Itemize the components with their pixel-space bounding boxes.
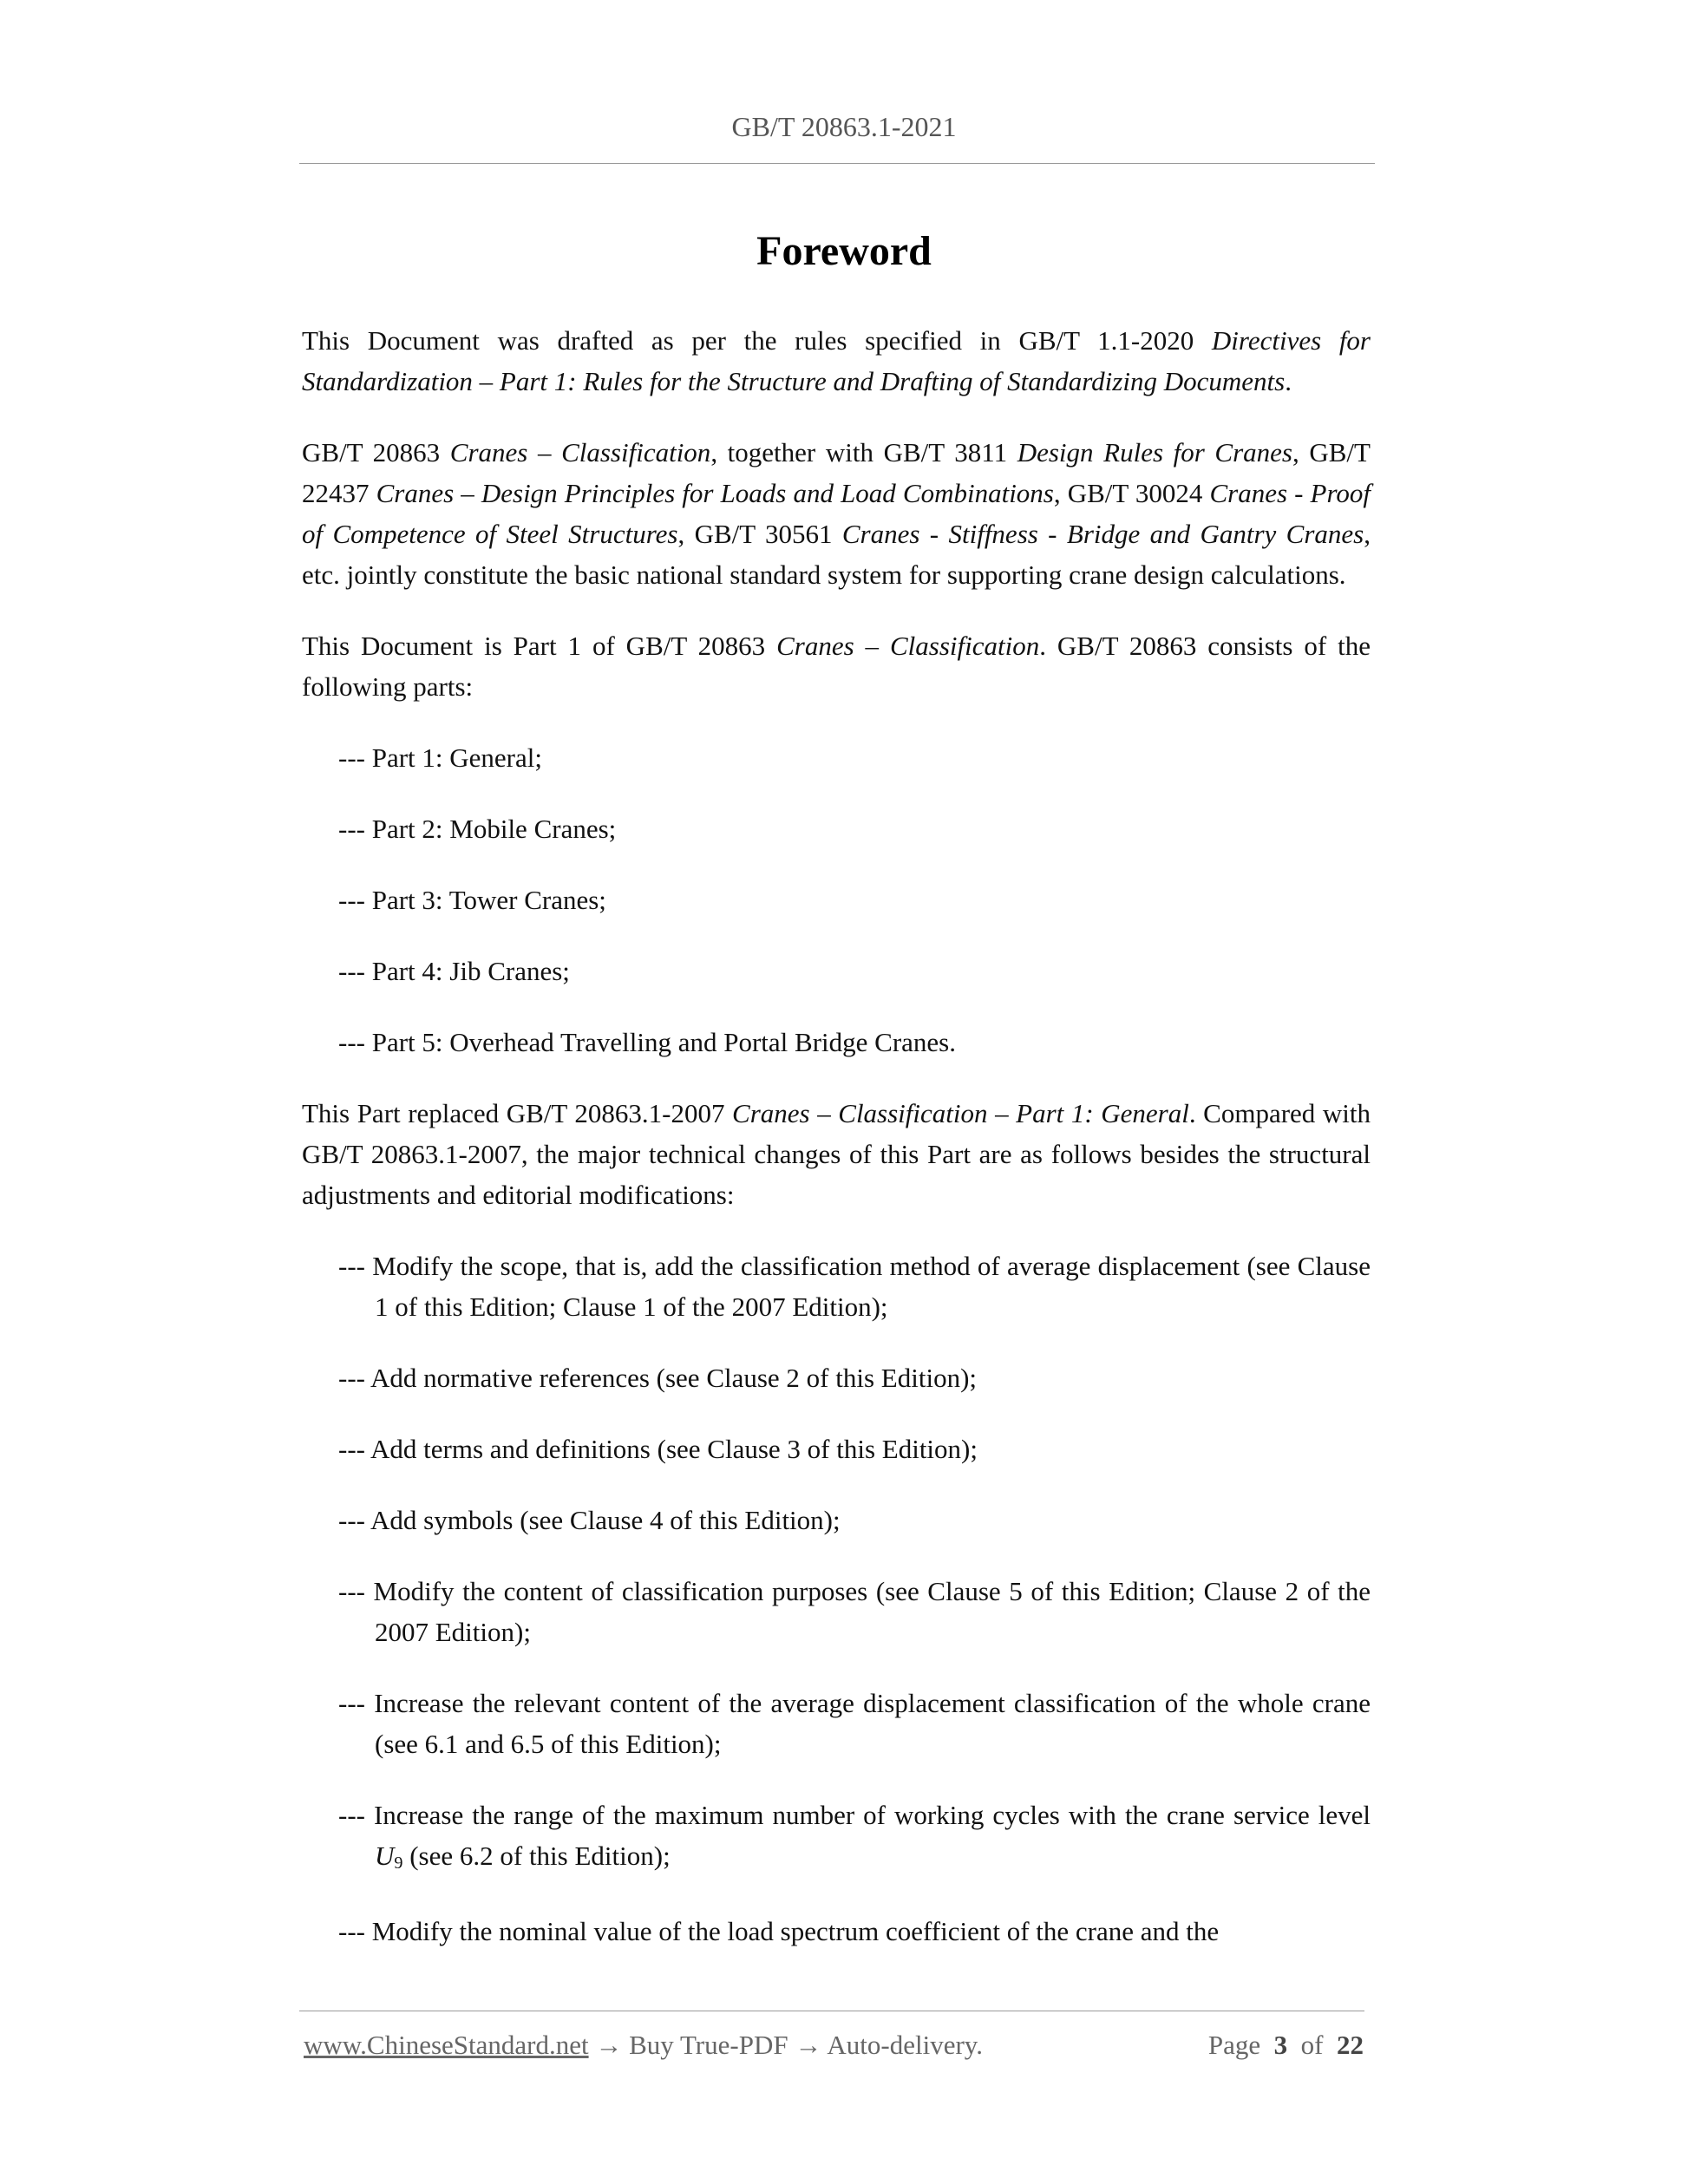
list-item-change: --- Modify the scope, that is, add the classification method of average displacement (see Clause 1 of this Edition; Clause 1 of the 2007 Edition);: [338, 1251, 1371, 1322]
arrow-right-icon: →: [795, 2030, 822, 2060]
list-item-part: --- Part 4: Jib Cranes;: [338, 956, 570, 986]
page-indicator: Page 3 of 22: [1207, 2030, 1364, 2060]
paragraph-replacement: This Part replaced GB/T 20863.1-2007 Cranes – Classification – Part 1: General. Compared with GB/T 20863.1-2007, the major technical changes of this Part are as follows besides the structural adjustments and editorial modifications:: [302, 1098, 1371, 1210]
list-item-part: --- Part 3: Tower Cranes;: [338, 885, 606, 915]
paragraph-standard-system: GB/T 20863 Cranes – Classification, together with GB/T 3811 Design Rules for Cranes, GB/T 22437 Cranes – Design Principles for Loads and Load Combinations, GB/T 30024 Cranes - Proof of Competence of Steel Structures, GB/T 30561 Cranes - Stiffness - Bridge and Gantry Cranes, etc. jointly constitute the basic national standard system for supporting crane design calculations.: [302, 437, 1371, 590]
list-item-change: --- Modify the content of classification purposes (see Clause 5 of this Edition; Clause 2 of the 2007 Edition);: [338, 1576, 1371, 1647]
page-number: 3: [1273, 2030, 1288, 2060]
list-item-change: --- Add normative references (see Clause 2 of this Edition);: [338, 1363, 978, 1393]
website-link[interactable]: www.ChineseStandard.net: [304, 2030, 589, 2060]
header-doc-id: GB/T 20863.1-2021: [731, 111, 957, 142]
footer: [304, 2030, 1364, 2064]
paragraph-drafting-rules: This Document was drafted as per the rules specified in GB/T 1.1-2020 Directives for Standardization – Part 1: Rules for the Structure and Drafting of Standardizing Documents.: [302, 325, 1371, 396]
page-title: Foreword: [756, 228, 932, 274]
arrow-right-icon: →: [595, 2030, 623, 2060]
header-rule: [299, 163, 1375, 164]
foreword-content: [302, 320, 1371, 1952]
list-item-change: --- Increase the range of the maximum number of working cycles with the crane service level $U_9$ (see 6.2 of this Edition);: [338, 1800, 1371, 1873]
list-item-change: --- Add terms and definitions (see Clause 3 of this Edition);: [338, 1434, 978, 1464]
list-item-part: --- Part 1: General;: [338, 742, 542, 773]
list-item-change: --- Increase the relevant content of the average displacement classification of the whole crane (see 6.1 and 6.5 of this Edition);: [338, 1688, 1371, 1759]
list-item-part: --- Part 2: Mobile Cranes;: [338, 814, 617, 844]
footer-promo: www.ChineseStandard.net → Buy True-PDF → Auto-delivery.: [304, 2030, 984, 2060]
paragraph-parts-intro: This Document is Part 1 of GB/T 20863 Cranes – Classification. GB/T 20863 consists of the following parts:: [302, 631, 1371, 702]
list-item-part: --- Part 5: Overhead Travelling and Portal Bridge Cranes.: [338, 1027, 956, 1057]
page-total: 22: [1337, 2030, 1364, 2060]
list-item-change: --- Add symbols (see Clause 4 of this Edition);: [338, 1505, 841, 1535]
list-item-change: --- Modify the nominal value of the load spectrum coefficient of the crane and the: [338, 1916, 1220, 1946]
